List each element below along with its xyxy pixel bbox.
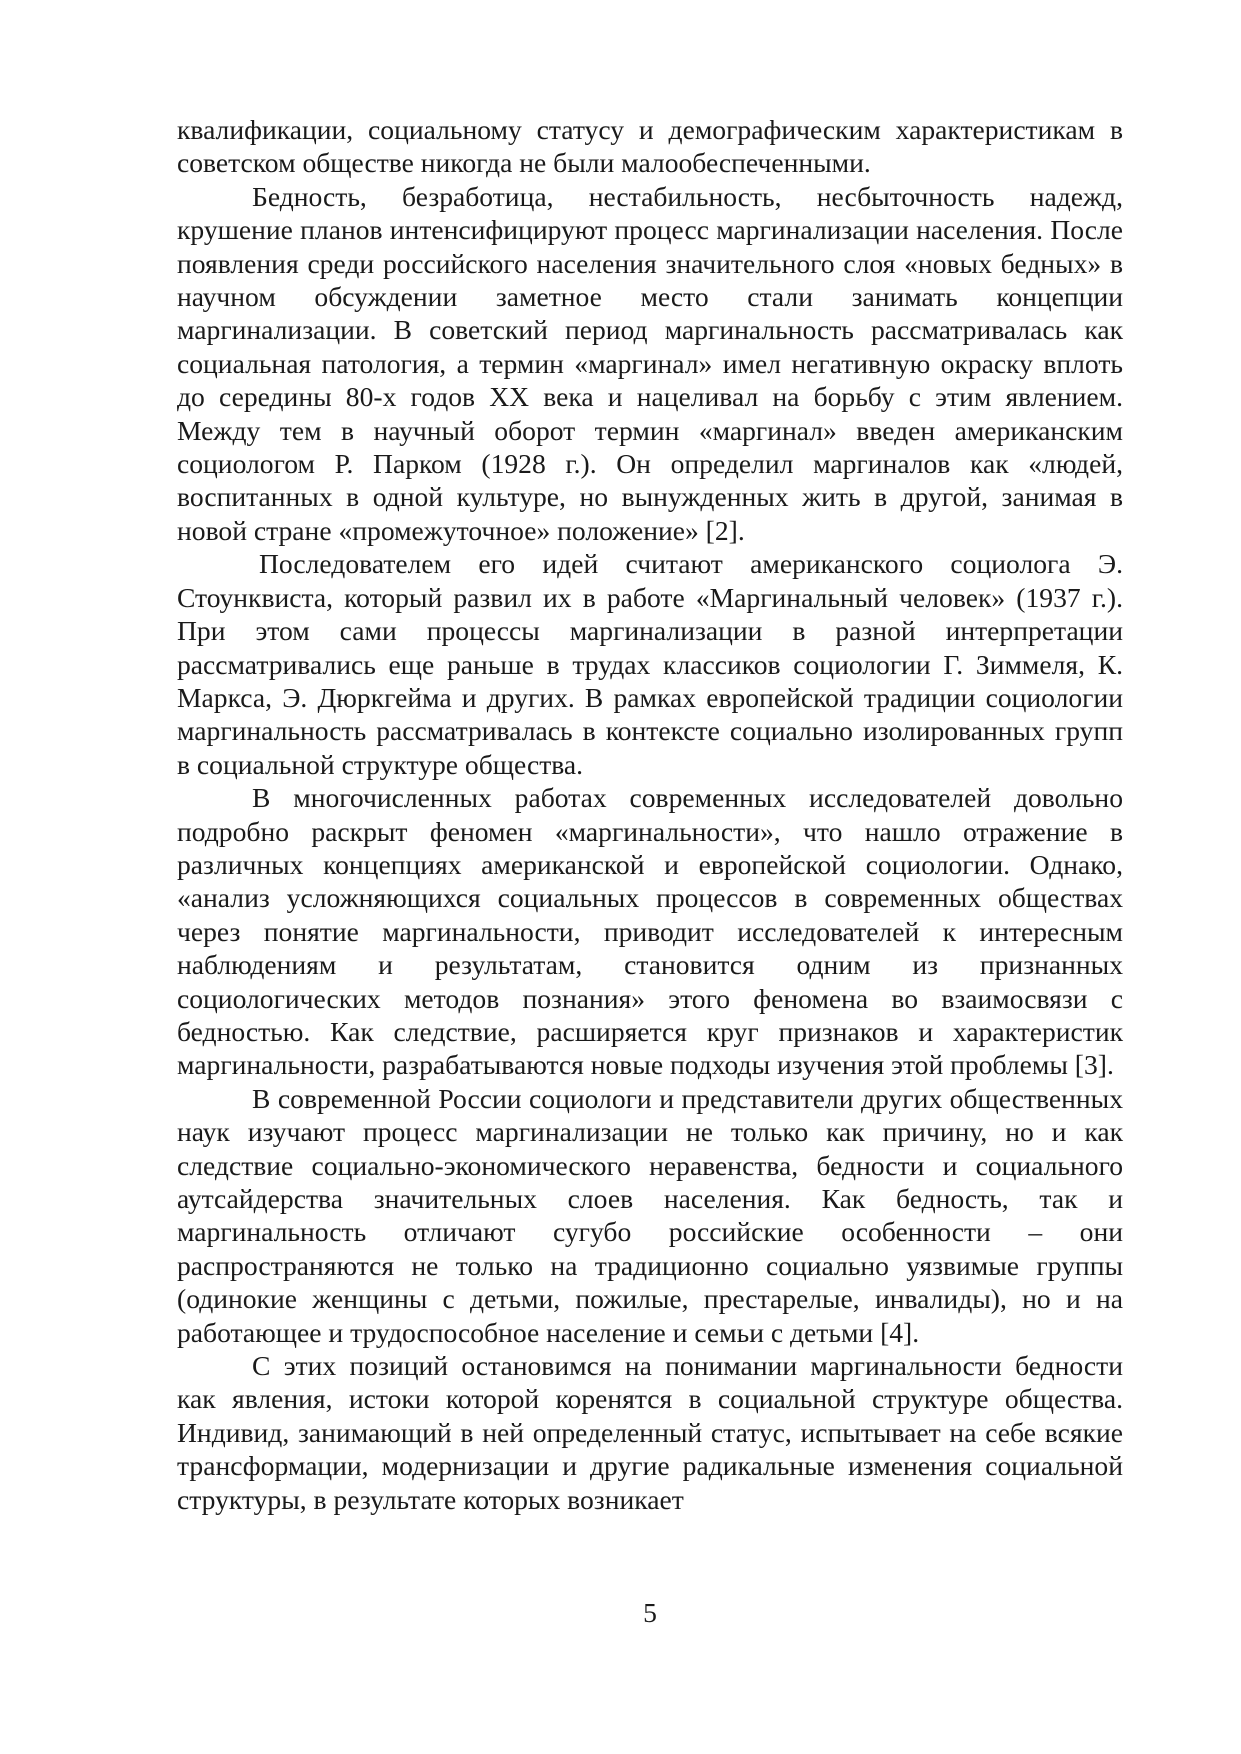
paragraph-research: В многочисленных работах современных исследователей довольно подробно раскрыт феномен «маргинальности», что нашло отражение в различных концепциях американской и европейской социологии. Однако, «анализ усложняющихся социальных процессов в современных обществах через понятие маргинальности, приводит исследователей к интересным наблюдениям и результатам, становится одним из признанных социологических методов познания» этого феномена во взаимосвязи с бедностью. Как следствие, расширяется круг признаков и характеристик маргинальности, разрабатываются новые подходы изучения этой проблемы [3]. [177, 782, 1123, 1081]
paragraph-positions: С этих позиций остановимся на понимании маргинальности бедности как явления, истоки которой коренятся в социальной структуре общества. Индивид, занимающий в ней определенный статус, испытывает на себе всякие трансформации, модернизации и другие радикальные изменения социальной структуры, в результате которых возникает [177, 1350, 1123, 1515]
paragraph-stonequist: Последователем его идей считают американского социолога Э. Стоунквиста, который развил их в работе «Маргинальный человек» (1937 г.). При этом сами процессы маргинализации в разной интерпретации рассматривались еще раньше в трудах классиков социологии Г. Зиммеля, К. Маркса, Э. Дюркгейма и других. В рамках европейской традиции социологии маргинальность рассматривалась в контексте социально изолированных групп в социальной структуре общества. [177, 548, 1123, 780]
document-body [177, 113, 1123, 1516]
paragraph-continuation: квалификации, социальному статусу и демографическим характеристикам в советском обществе никогда не были малообеспеченными. [177, 114, 1123, 179]
page-number: 5 [643, 1597, 657, 1628]
paragraph-poverty: Бедность, безработица, нестабильность, несбыточность надежд, крушение планов интенсифицируют процесс маргинализации населения. После появления среди российского населения значительного слоя «новых бедных» в научном обсуждении заметное место стали занимать концепции маргинализации. В советский период маргинальность рассматривалась как социальная патология, а термин «маргинал» имел негативную окраску вплоть до середины 80-х годов ХХ века и нацеливал на борьбу с этим явлением. Между тем в научный оборот термин «маргинал» введен американским социологом Р. Парком (1928 г.). Он определил маргиналов как «людей, воспитанных в одной культуре, но вынужденных жить в другой, занимая в новой стране «промежуточное» положение» [2]. [177, 180, 1123, 546]
paragraph-russia: В современной России социологи и представители других общественных наук изучают процесс маргинализации не только как причину, но и как следствие социально-экономического неравенства, бедности и социального аутсайдерства значительных слоев населения. Как бедность, так и маргинальность отличают сугубо российские особенности – они распространяются не только на традиционно социально уязвимые группы (одинокие женщины с детьми, пожилые, престарелые, инвалиды), но и на работающее и трудоспособное население и семьи с детьми [4]. [177, 1082, 1123, 1348]
